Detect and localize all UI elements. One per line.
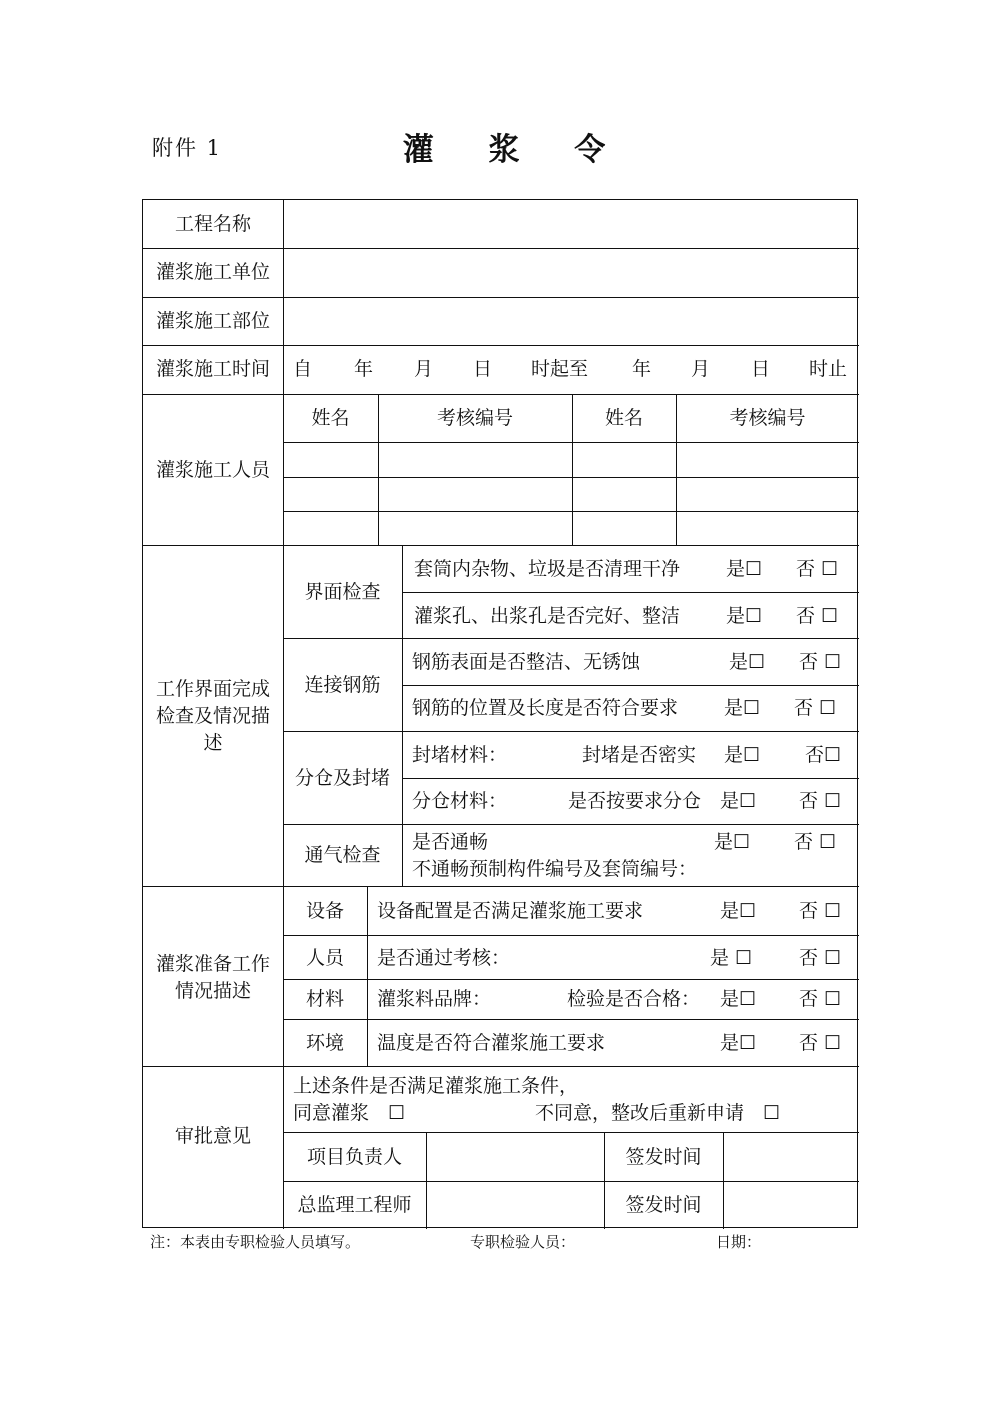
- item-rebar-position: 钢筋的位置及长度是否符合要求: [412, 697, 679, 719]
- disagree-checkbox[interactable]: 不同意，整改后重新申请 ☐: [535, 1102, 781, 1124]
- no-checkbox[interactable]: 否 ☐: [794, 697, 837, 719]
- project-name-label: 工程名称: [174, 213, 251, 235]
- project-manager-label: 项目负责人: [306, 1146, 402, 1168]
- no-checkbox[interactable]: 否 ☐: [796, 558, 839, 580]
- prep-label: 灌浆准备工作 情况描述: [155, 953, 270, 1002]
- time-end: 时止: [809, 358, 848, 380]
- prep-cat-material: 材料: [305, 988, 344, 1010]
- time-day: 日: [473, 358, 493, 380]
- prep-cat-environment: 环境: [305, 1032, 344, 1054]
- time-month-2: 月: [691, 358, 711, 380]
- item-holes-intact: 灌浆孔、出浆孔是否完好、整洁: [414, 605, 681, 627]
- yes-checkbox[interactable]: 是☐: [720, 790, 757, 812]
- item-ventilation-note: 不通畅预制构件编号及套筒编号：: [412, 858, 698, 880]
- no-checkbox[interactable]: 否 ☐: [799, 790, 842, 812]
- approval-label: 审批意见: [174, 1125, 251, 1147]
- approval-question: 上述条件是否满足灌浆施工条件，: [293, 1075, 579, 1097]
- agree-checkbox[interactable]: 同意灌浆 ☐: [293, 1102, 406, 1124]
- yes-checkbox[interactable]: 是☐: [720, 988, 757, 1010]
- time-year-2: 年: [632, 358, 652, 380]
- item-rebar-surface: 钢筋表面是否整洁、无锈蚀: [412, 651, 641, 673]
- no-checkbox[interactable]: 否 ☐: [799, 900, 842, 922]
- footer-date: 日期：: [716, 1233, 762, 1251]
- item-partition-ok: 是否按要求分仓: [568, 790, 702, 812]
- yes-checkbox[interactable]: 是☐: [720, 1032, 757, 1054]
- prep-cat-equipment: 设备: [305, 900, 344, 922]
- issue-time-label-2: 签发时间: [625, 1194, 702, 1216]
- yes-checkbox[interactable]: 是☐: [724, 744, 761, 766]
- chief-supervisor-label: 总监理工程师: [297, 1194, 412, 1216]
- location-label: 灌浆施工部位: [155, 310, 270, 332]
- group-interface-check: 界面检查: [304, 581, 381, 603]
- prep-cat-personnel: 人员: [305, 947, 344, 969]
- item-seal-tight: 封堵是否密实: [582, 744, 697, 766]
- no-checkbox[interactable]: 否☐: [805, 744, 842, 766]
- yes-checkbox[interactable]: 是☐: [726, 605, 763, 627]
- code-header-2: 考核编号: [729, 407, 806, 429]
- name-header-1: 姓名: [311, 407, 350, 429]
- code-header-1: 考核编号: [436, 407, 513, 429]
- time-day-2: 日: [751, 358, 771, 380]
- time-label: 灌浆施工时间: [155, 358, 270, 380]
- prep-equipment-text: 设备配置是否满足灌浆施工要求: [377, 900, 644, 922]
- no-checkbox[interactable]: 否 ☐: [799, 1032, 842, 1054]
- no-checkbox[interactable]: 否 ☐: [799, 651, 842, 673]
- issue-time-label: 签发时间: [625, 1146, 702, 1168]
- annex-label: 附件 1: [152, 136, 223, 160]
- yes-checkbox[interactable]: 是☐: [729, 651, 766, 673]
- item-sleeve-clean: 套筒内杂物、垃圾是否清理干净: [414, 558, 681, 580]
- footer-inspector: 专职检验人员：: [470, 1233, 576, 1251]
- time-start: 时起至: [531, 358, 589, 380]
- no-checkbox[interactable]: 否 ☐: [796, 605, 839, 627]
- page-title: 灌 浆 令: [402, 132, 628, 168]
- item-ventilation: 是否通畅: [412, 831, 489, 853]
- grouting-order-form: [142, 199, 858, 1228]
- time-month: 月: [414, 358, 434, 380]
- interface-label: 工作界面完成 检查及情况描 述: [155, 678, 270, 754]
- time-year: 年: [354, 358, 374, 380]
- no-checkbox[interactable]: 否 ☐: [794, 831, 837, 853]
- personnel-label: 灌浆施工人员: [155, 459, 270, 481]
- group-ventilation: 通气检查: [304, 844, 381, 866]
- prep-material-check: 检验是否合格：: [567, 988, 701, 1010]
- name-header-2: 姓名: [604, 407, 643, 429]
- yes-checkbox[interactable]: 是☐: [714, 831, 751, 853]
- yes-checkbox[interactable]: 是☐: [726, 558, 763, 580]
- no-checkbox[interactable]: 否 ☐: [799, 988, 842, 1010]
- prep-environment-text: 温度是否符合灌浆施工要求: [377, 1032, 606, 1054]
- yes-checkbox[interactable]: 是☐: [720, 900, 757, 922]
- prep-personnel-text: 是否通过考核：: [377, 947, 511, 969]
- footer-note: 注：本表由专职检验人员填写。: [150, 1233, 361, 1251]
- time-from: 自: [293, 358, 313, 380]
- item-partition-material: 分仓材料：: [412, 790, 508, 812]
- yes-checkbox[interactable]: 是☐: [724, 697, 761, 719]
- group-rebar: 连接钢筋: [304, 674, 381, 696]
- item-seal-material: 封堵材料：: [412, 744, 508, 766]
- yes-checkbox[interactable]: 是 ☐: [710, 947, 753, 969]
- no-checkbox[interactable]: 否 ☐: [799, 947, 842, 969]
- prep-material-brand: 灌浆料品牌：: [377, 988, 492, 1010]
- unit-label: 灌浆施工单位: [155, 261, 270, 283]
- group-partition-seal: 分仓及封堵: [294, 767, 390, 789]
